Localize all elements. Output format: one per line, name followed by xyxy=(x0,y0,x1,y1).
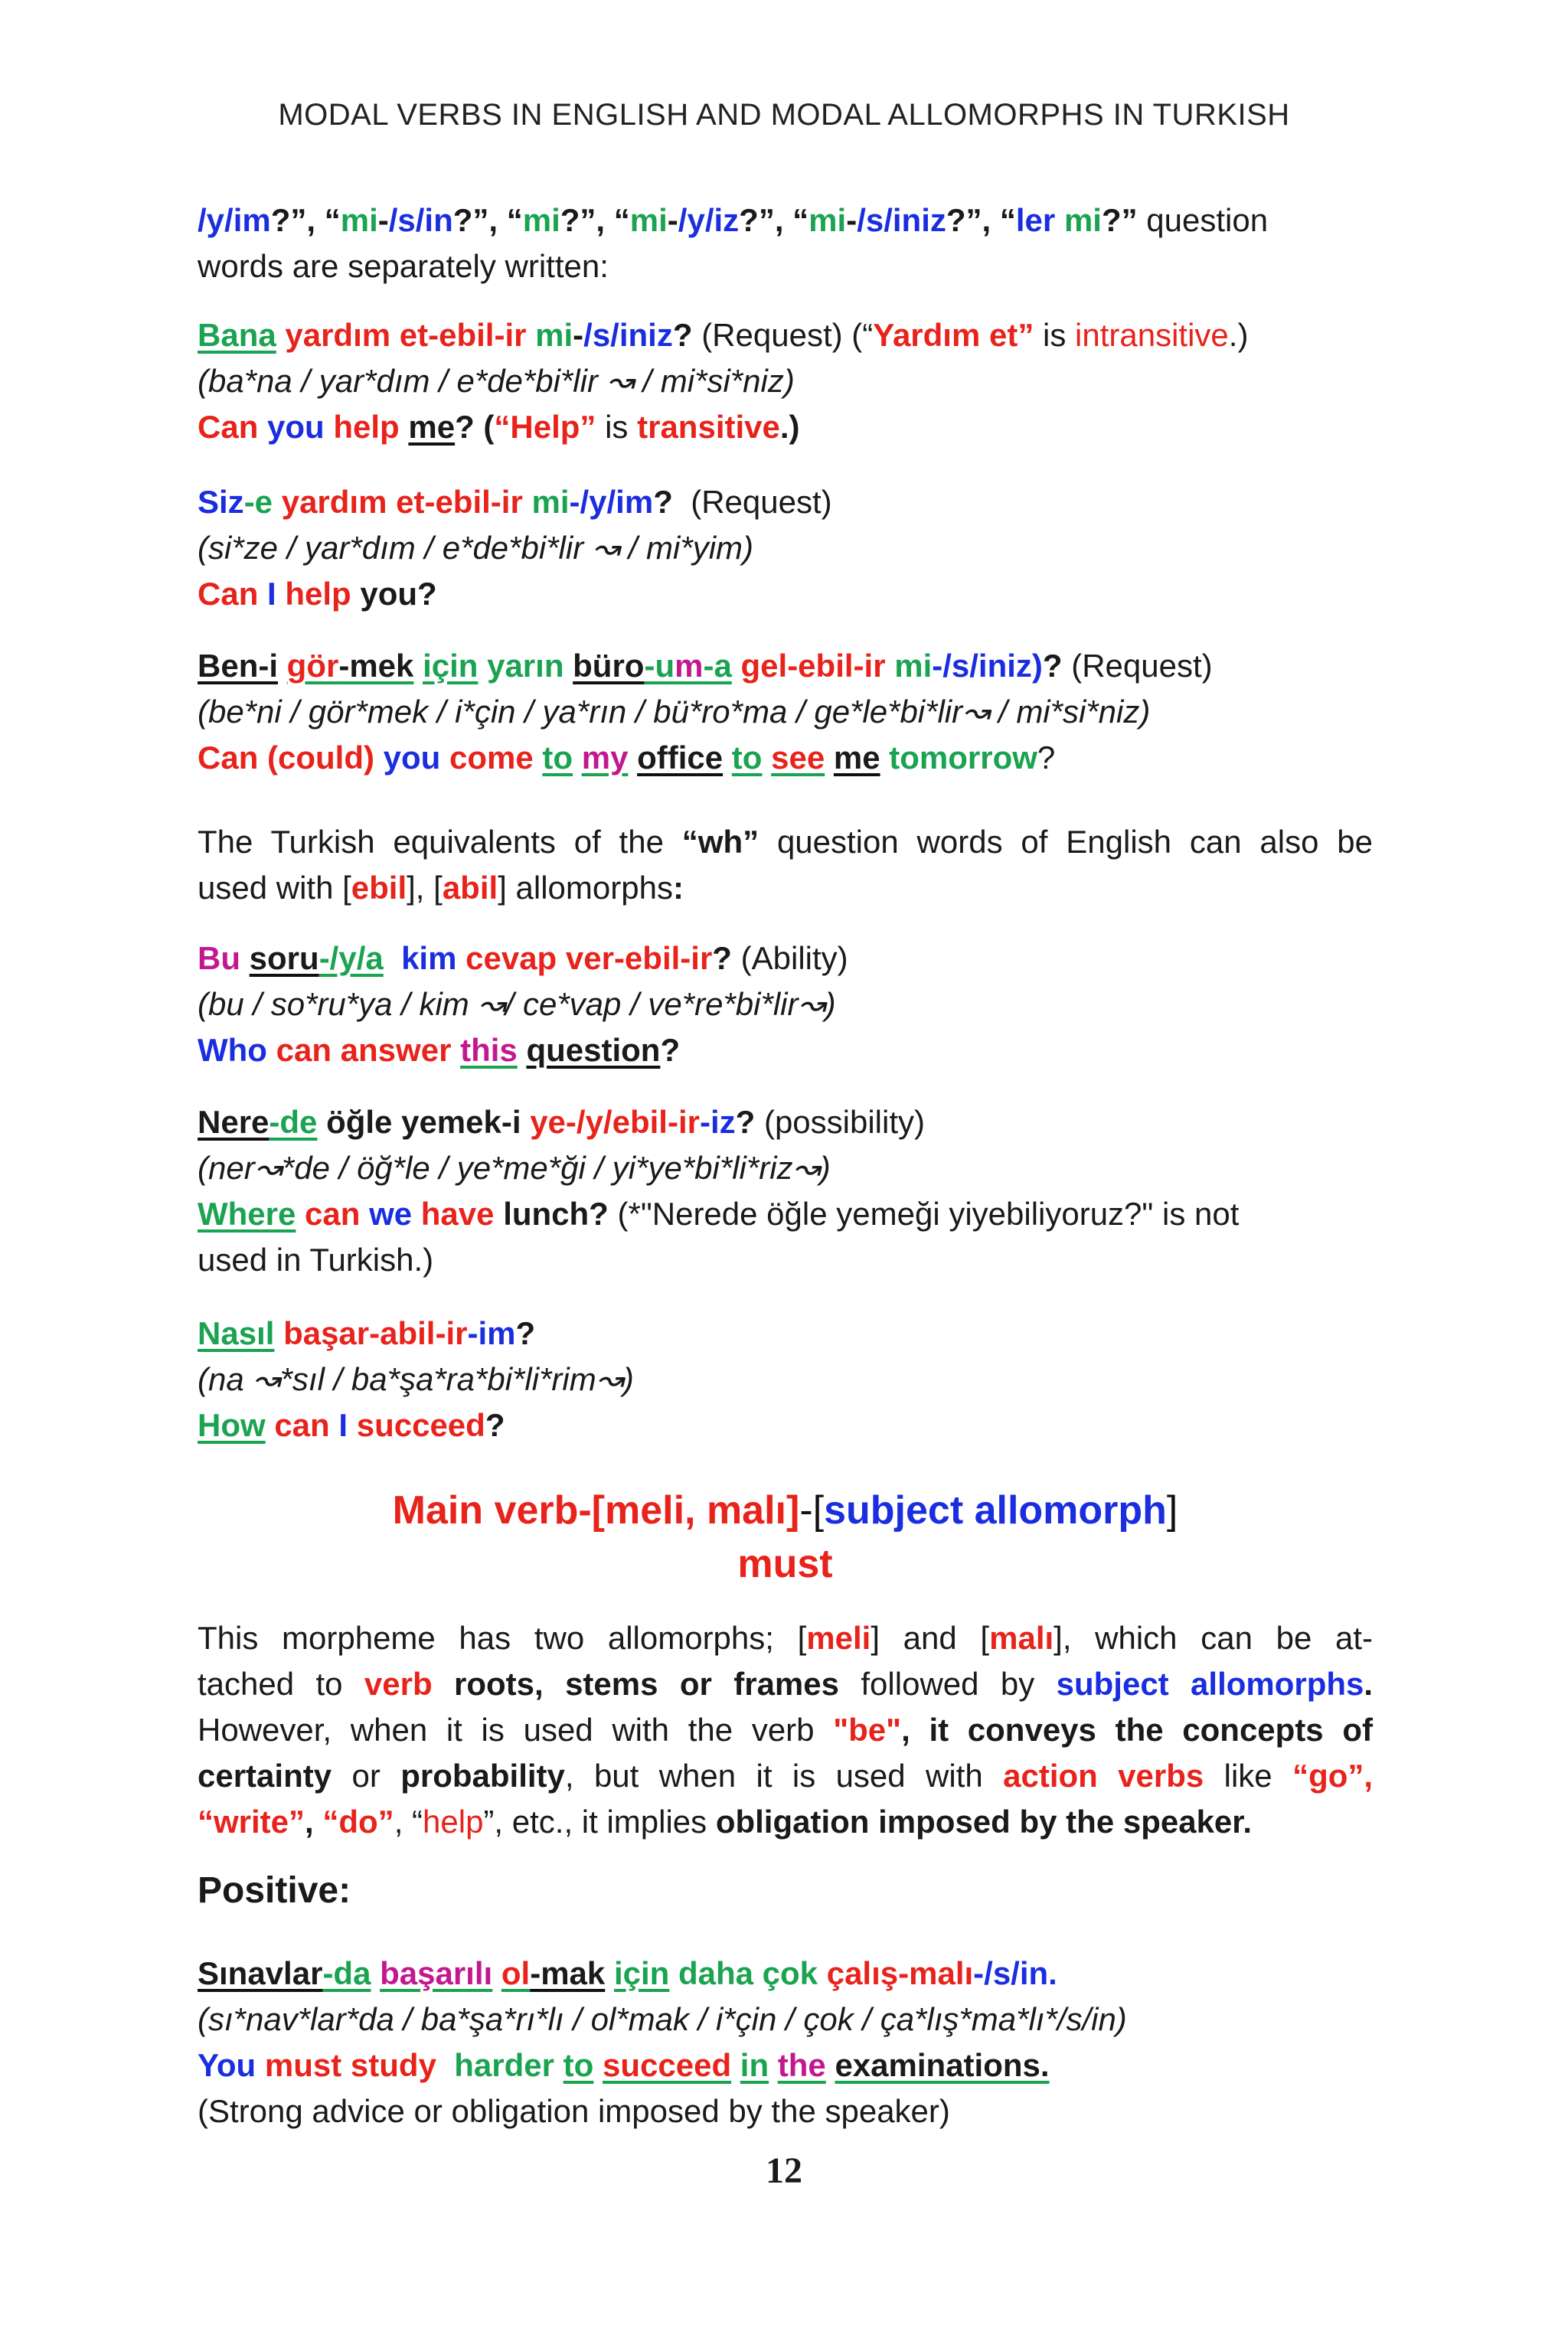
word: Can xyxy=(198,576,259,612)
text: ], which can be at- xyxy=(1054,1620,1374,1656)
word: to xyxy=(542,740,573,776)
word: başar-abil-ir xyxy=(283,1315,468,1351)
english-sentence xyxy=(198,1191,1373,1237)
suffix: mi xyxy=(629,202,668,238)
text: This morpheme has two allomorphs; [ xyxy=(198,1620,807,1656)
english-sentence xyxy=(198,2042,1373,2088)
word: obligation imposed by the speaker. xyxy=(715,1804,1252,1840)
word: roots xyxy=(454,1666,535,1702)
word: başarılı xyxy=(380,1955,493,1991)
word: help xyxy=(423,1804,484,1840)
suffix: /y/iz xyxy=(678,202,740,238)
text: like xyxy=(1223,1758,1272,1794)
word: mi xyxy=(535,317,573,353)
pronunciation: (sı*nav*lar*da / ba*şa*rı*lı / ol*mak / i*çin / çok / ça*lış*ma*lı*/s/in) xyxy=(198,2001,1127,2037)
english-sentence xyxy=(198,571,1373,617)
text: ], [ xyxy=(407,870,443,906)
word: How xyxy=(198,1407,266,1443)
word: examinations. xyxy=(835,2047,1050,2083)
example-3 xyxy=(198,643,1373,781)
pronunciation: (ner↝*de / öğ*le / ye*me*ği / yi*ye*bi*li*riz↝) xyxy=(198,1150,831,1186)
text: , xyxy=(534,1666,544,1702)
word: you xyxy=(383,740,441,776)
word: lunch? xyxy=(503,1196,609,1232)
text: ? xyxy=(660,1032,681,1068)
text: (“ xyxy=(851,317,874,353)
pronunciation: (si*ze / yar*dım / e*de*bi*lir ↝ / mi*yim) xyxy=(198,530,754,566)
word: yardım et-ebil-ir xyxy=(285,317,527,353)
heading-part: ] xyxy=(1166,1488,1178,1533)
word: intransitive xyxy=(1075,317,1229,353)
example-2 xyxy=(198,479,1373,617)
word: office xyxy=(637,740,724,776)
word: succeed xyxy=(356,1407,485,1443)
word: Siz xyxy=(198,484,244,520)
english-sentence xyxy=(198,1027,1373,1073)
para-line-1 xyxy=(198,1615,1373,1661)
word: Yardım et” xyxy=(873,317,1034,353)
text: , but when it is used with xyxy=(564,1758,983,1794)
word: my xyxy=(581,740,629,776)
para-line-3 xyxy=(198,1707,1373,1753)
word: soru xyxy=(249,940,319,976)
word: - xyxy=(573,317,584,353)
word: Ben-i xyxy=(198,648,278,684)
word: büro xyxy=(573,648,645,684)
word: /s/iniz xyxy=(583,317,673,353)
word: I xyxy=(338,1407,348,1443)
english-sentence xyxy=(198,1402,1373,1448)
word: tomorrow xyxy=(889,740,1037,776)
text: ? xyxy=(735,1104,756,1140)
word: probability xyxy=(400,1758,565,1794)
text: , it conveys the concepts of xyxy=(901,1712,1373,1748)
word: kim xyxy=(401,940,457,976)
word: verb xyxy=(364,1666,433,1702)
word: succeed xyxy=(603,2047,732,2083)
word: come xyxy=(449,740,534,776)
word: transitive xyxy=(637,409,780,445)
text: .) xyxy=(779,409,800,445)
pronunciation: (be*ni / gör*mek / i*çin / ya*rın / bü*ro*ma / ge*le*bi*lir↝ / mi*si*niz) xyxy=(198,694,1151,730)
suffix: ler xyxy=(1015,202,1056,238)
word: this xyxy=(460,1032,518,1068)
word: -e xyxy=(243,484,273,520)
text: The Turkish equivalents of the xyxy=(198,824,664,860)
intro-line-1: /y/im?”, “mi-/s/in?”, “mi?”, “mi-/y/iz?”, “mi-/s/iniz?”, “ler mi?” question xyxy=(198,202,1269,238)
word: help xyxy=(285,576,351,612)
suffix: mi xyxy=(340,202,378,238)
word: için xyxy=(423,648,479,684)
word: "be" xyxy=(833,1712,902,1748)
heading-line-2: must xyxy=(737,1542,833,1586)
suffix: mi xyxy=(522,202,560,238)
pronunciation: (ba*na / yar*dım / e*de*bi*lir ↝ / mi*si*niz) xyxy=(198,363,795,399)
word: in xyxy=(740,2047,769,2083)
word: have xyxy=(420,1196,495,1232)
para-line-4 xyxy=(198,1753,1373,1799)
word: daha çok xyxy=(678,1955,818,1991)
english-note: (Strong advice or obligation imposed by the speaker) xyxy=(198,2093,950,2129)
body-paragraph xyxy=(198,1615,1373,1845)
word: malı xyxy=(989,1620,1054,1656)
wh-paragraph xyxy=(198,819,1373,911)
text: tached to xyxy=(198,1666,343,1702)
word: help xyxy=(333,409,400,445)
turkish-sentence xyxy=(198,643,1373,689)
word: we xyxy=(369,1196,413,1232)
text: ? xyxy=(485,1407,505,1443)
para-line-2 xyxy=(198,1661,1373,1707)
word: -/s/iniz) xyxy=(932,648,1043,684)
word: -iz xyxy=(699,1104,736,1140)
suffix: mi xyxy=(1063,202,1102,238)
heading-line-1 xyxy=(198,1484,1373,1537)
word: harder xyxy=(454,2047,554,2083)
word: mi xyxy=(531,484,570,520)
word: öğle yemek-i xyxy=(326,1104,521,1140)
page-number: 12 xyxy=(766,2150,802,2191)
turkish-sentence xyxy=(198,1951,1373,1997)
word: “wh” xyxy=(681,824,760,860)
word: meli xyxy=(806,1620,871,1656)
word: question xyxy=(526,1032,661,1068)
word: the xyxy=(777,2047,826,2083)
word: ebil xyxy=(351,870,407,906)
example-5 xyxy=(198,1099,1373,1283)
example-6 xyxy=(198,1311,1373,1448)
turkish-sentence xyxy=(198,1311,1373,1357)
intro-paragraph xyxy=(198,198,1373,289)
word: Can xyxy=(198,409,259,445)
word: “Help” xyxy=(494,409,596,445)
word: can xyxy=(305,1196,361,1232)
word: gel-ebil-ir xyxy=(740,648,886,684)
text: , xyxy=(305,1804,314,1840)
word: “go”, xyxy=(1292,1758,1374,1794)
word: stems or frames xyxy=(565,1666,839,1702)
word: yardım et-ebil-ir xyxy=(281,484,523,520)
text: . xyxy=(1364,1666,1374,1702)
word: Can (could) xyxy=(198,740,374,776)
text: , “ xyxy=(394,1804,423,1840)
word: action verbs xyxy=(1003,1758,1204,1794)
text: question xyxy=(1146,202,1269,238)
word: must xyxy=(264,2047,342,2083)
text: (*"Nerede öğle yemeği yiyebiliyoruz?" is not xyxy=(617,1196,1240,1232)
word: Bana xyxy=(198,317,276,353)
suffix: /y/im xyxy=(198,202,271,238)
intro-line-2: words are separately written: xyxy=(198,248,609,284)
text: or xyxy=(351,1758,381,1794)
word: study xyxy=(350,2047,436,2083)
word: Bu xyxy=(198,940,240,976)
pronunciation: (na ↝*sıl / ba*şa*ra*bi*li*rim↝) xyxy=(198,1361,634,1397)
suffix: /s/in xyxy=(388,202,453,238)
word: -u xyxy=(644,648,675,684)
suffix: mi xyxy=(808,202,847,238)
word: can xyxy=(274,1407,330,1443)
tag: (Ability) xyxy=(740,940,848,976)
para-line-5 xyxy=(198,1799,1373,1845)
turkish-sentence xyxy=(198,936,1373,981)
wh-line-1 xyxy=(198,819,1373,865)
word: me xyxy=(833,740,880,776)
text: used with [ xyxy=(198,870,351,906)
section-heading xyxy=(198,1484,1373,1591)
word: Nere xyxy=(198,1104,270,1140)
word: Who xyxy=(198,1032,267,1068)
word: -im xyxy=(467,1315,516,1351)
word: -/y/a xyxy=(318,940,384,976)
word: subject allomorphs xyxy=(1056,1666,1364,1702)
text: ? ( xyxy=(455,409,495,445)
word: m xyxy=(675,648,704,684)
running-header: MODAL VERBS IN ENGLISH AND MODAL ALLOMORPHS IN TURKISH xyxy=(278,98,1290,132)
word: me xyxy=(408,409,456,445)
text: ”, etc., it implies xyxy=(483,1804,707,1840)
text: However, when it is used with the verb xyxy=(198,1712,815,1748)
word: certainty xyxy=(198,1758,332,1794)
word: Nasıl xyxy=(198,1315,275,1351)
tag: (Request) xyxy=(1071,648,1213,684)
word: mi xyxy=(894,648,933,684)
word: You xyxy=(198,2047,256,2083)
example-4 xyxy=(198,936,1373,1073)
english-sentence xyxy=(198,404,1373,450)
word: ol xyxy=(501,1955,531,1991)
tag: (possibility) xyxy=(763,1104,925,1140)
text: followed by xyxy=(861,1666,1035,1702)
turkish-sentence xyxy=(198,479,1373,525)
word: you xyxy=(267,409,325,445)
english-sentence xyxy=(198,735,1373,781)
text: ? xyxy=(1037,740,1056,776)
example-1 xyxy=(198,312,1373,450)
word: abil xyxy=(442,870,498,906)
text: : xyxy=(672,870,684,906)
text: ? xyxy=(1042,648,1063,684)
text: ] and [ xyxy=(871,1620,990,1656)
word: you? xyxy=(360,576,437,612)
text: ? xyxy=(653,484,673,520)
english-note: used in Turkish.) xyxy=(198,1242,434,1278)
word: -/s/in. xyxy=(973,1955,1057,1991)
word: yarın xyxy=(487,648,564,684)
turkish-sentence xyxy=(198,1099,1373,1145)
word: -da xyxy=(322,1955,371,1991)
word: -de xyxy=(269,1104,318,1140)
word: I xyxy=(267,576,276,612)
word: ye-/y/ebil-ir xyxy=(530,1104,700,1140)
word: için xyxy=(613,1955,670,1991)
word: Where xyxy=(198,1196,296,1232)
subheading: Positive: xyxy=(198,1870,351,1911)
text: question words of English can also be xyxy=(776,824,1373,860)
tag: (Request) xyxy=(691,484,832,520)
text: ? xyxy=(515,1315,536,1351)
text: ? xyxy=(712,940,732,976)
word: to xyxy=(563,2047,594,2083)
word: gör xyxy=(286,648,339,684)
positive-heading xyxy=(198,1868,1373,1914)
word: Sınavlar xyxy=(198,1955,323,1991)
word: to xyxy=(731,740,763,776)
word: can answer xyxy=(276,1032,452,1068)
text: ] allomorphs xyxy=(498,870,673,906)
tag: (Request) xyxy=(701,317,843,353)
word: -mak xyxy=(530,1955,606,1991)
heading-part: Main verb-[meli, malı] xyxy=(392,1488,800,1533)
heading-part: -[ xyxy=(799,1488,825,1533)
word: -mek xyxy=(338,648,414,684)
text: .) xyxy=(1228,317,1249,353)
word: çalış-malı xyxy=(826,1955,974,1991)
text: is xyxy=(605,409,629,445)
example-7 xyxy=(198,1951,1373,2134)
word: “write” xyxy=(198,1804,305,1840)
word: -a xyxy=(703,648,732,684)
word: see xyxy=(771,740,825,776)
text: is xyxy=(1043,317,1067,353)
word: -/y/im xyxy=(569,484,654,520)
word: “do” xyxy=(322,1804,394,1840)
heading-part: subject allomorph xyxy=(824,1488,1167,1533)
pronunciation: (bu / so*ru*ya / kim ↝/ ce*vap / ve*re*bi*lir↝) xyxy=(198,986,836,1022)
suffix: /s/iniz xyxy=(857,202,946,238)
turkish-sentence: Bana yardım et-ebil-ir mi-/s/iniz? (Request) (“Yardım et” is intransitive.) xyxy=(198,317,1249,353)
word: cevap ver-ebil-ir xyxy=(466,940,713,976)
wh-line-2 xyxy=(198,865,1373,911)
